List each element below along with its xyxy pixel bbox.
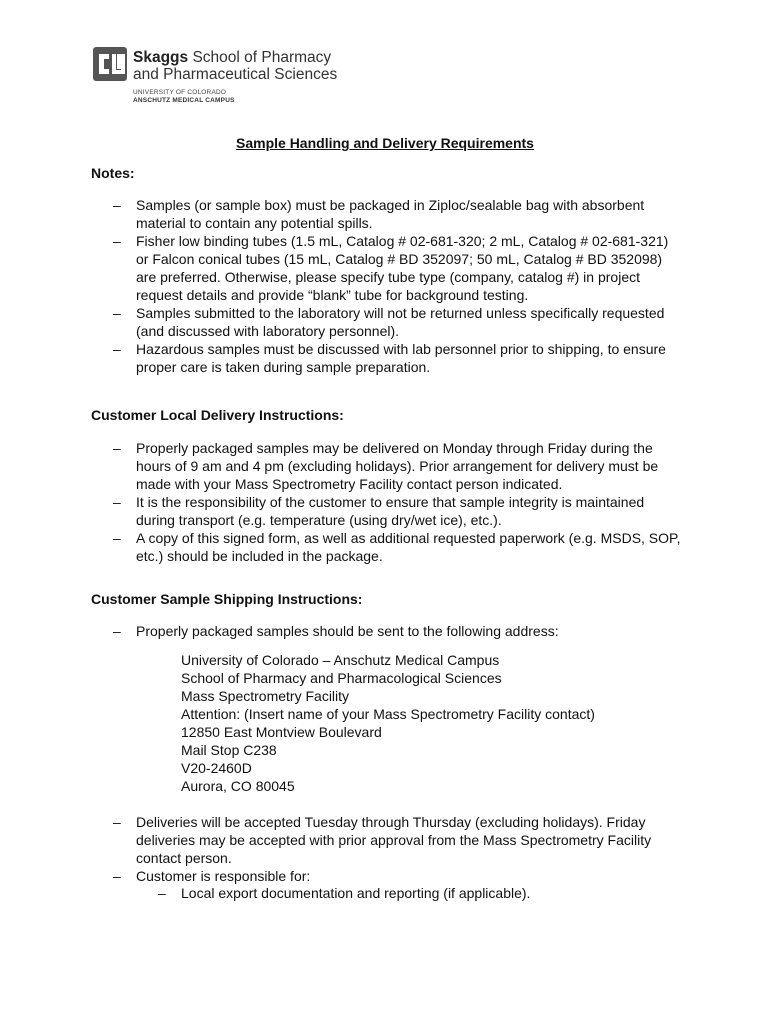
- list-item: – Properly packaged samples may be delivered on Monday through Friday during the hours of 9 am and 4 pm (excluding holidays). Prior arrangement for delivery must be made with your Mass Spectrometry Facility contact person indicated.: [91, 439, 681, 493]
- address-line: University of Colorado – Anschutz Medical Campus: [181, 652, 500, 668]
- list-item: – Samples submitted to the laboratory will not be returned unless specifically requested (and discussed with laboratory personnel).: [91, 304, 681, 340]
- address-line: Mail Stop C238: [181, 742, 277, 758]
- address-line: Aurora, CO 80045: [181, 778, 295, 794]
- list-item: – Samples (or sample box) must be packaged in Ziploc/sealable bag with absorbent material to contain any potential spills.: [91, 196, 681, 232]
- list-item: – A copy of this signed form, as well as additional requested paperwork (e.g. MSDS, SOP, etc.) should be included in the package.: [91, 529, 681, 565]
- list-item: – Deliveries will be accepted Tuesday through Thursday (excluding holidays). Friday deliveries may be accepted with prior approval from the Mass Spectrometry Facility contact person.: [91, 813, 681, 867]
- list-item: – Properly packaged samples should be sent to the following address:: [91, 622, 681, 640]
- shipping-list: [91, 813, 681, 885]
- address-line: School of Pharmacy and Pharmacological Sciences: [181, 670, 502, 686]
- list-item: – Local export documentation and reporting (if applicable).: [136, 884, 530, 902]
- brand-bold: Skaggs: [133, 49, 189, 66]
- shipping-heading: Customer Sample Shipping Instructions:: [91, 591, 363, 607]
- address-line: 12850 East Montview Boulevard: [181, 724, 382, 740]
- list-item: – It is the responsibility of the customer to ensure that sample integrity is maintained during transport (e.g. temperature (using dry/wet ice), etc.).: [91, 493, 681, 529]
- university-name: UNIVERSITY OF COLORADO: [133, 89, 227, 96]
- header-logo: [92, 46, 452, 108]
- cu-logo-icon: [92, 46, 128, 82]
- notes-heading: Notes:: [91, 165, 135, 181]
- shipping-sub-list: [136, 884, 530, 902]
- local-delivery-heading: Customer Local Delivery Instructions:: [91, 407, 344, 423]
- shipping-intro-list: [91, 622, 681, 640]
- brand-rest: School of Pharmacy: [192, 49, 332, 66]
- shipping-address: [181, 651, 595, 795]
- notes-list: [91, 196, 681, 376]
- local-delivery-list: [91, 439, 681, 565]
- address-line: Mass Spectrometry Facility: [181, 688, 350, 704]
- address-line: Attention: (Insert name of your Mass Spectrometry Facility contact): [181, 706, 595, 722]
- list-item: – Fisher low binding tubes (1.5 mL, Catalog # 02-681-320; 2 mL, Catalog # 02-681-321) or Falcon conical tubes (15 mL, Catalog # BD 352097; 50 mL, Catalog # BD 352098) are preferred. Otherwise, please specify tube type (company, catalog #) in project request details and provide “blank” tube for background testing.: [91, 232, 681, 304]
- list-item: – Hazardous samples must be discussed with lab personnel prior to shipping, to ensure proper care is taken during sample preparation.: [91, 340, 681, 376]
- brand-line2: and Pharmaceutical Sciences: [133, 66, 338, 83]
- campus-name: ANSCHUTZ MEDICAL CAMPUS: [133, 97, 235, 104]
- address-line: V20-2460D: [181, 760, 252, 776]
- page-title: Sample Handling and Delivery Requirements: [236, 135, 534, 151]
- list-item: – Customer is responsible for:: [91, 867, 681, 885]
